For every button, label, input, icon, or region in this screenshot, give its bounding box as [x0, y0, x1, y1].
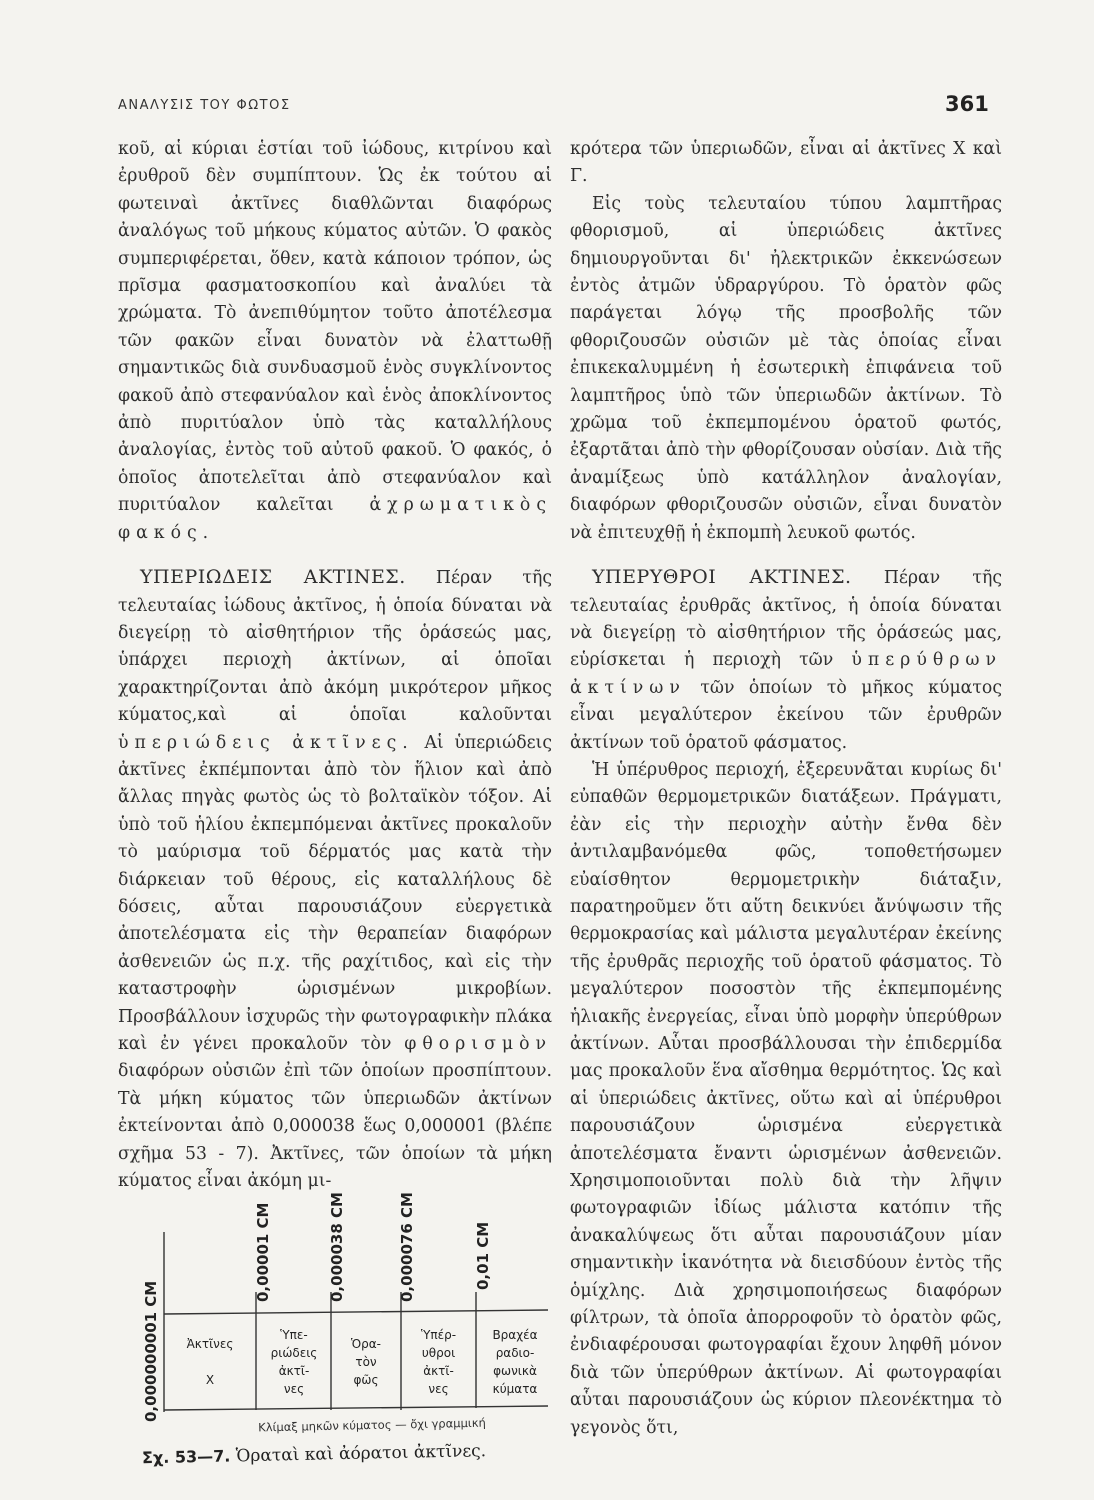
scale-label: Κλίμαξ μηκῶν κύματος — ὄχι γραμμική	[258, 1415, 486, 1435]
paragraph: Εἰς τοὺς τελευταίου τύπου λαμπτῆρας φθορισμοῦ, αἱ ὑπεριώδεις ἀκτῖνες δημιουργοῦνται δι' ἠλεκτρικῶν ἐκκενώσεων ἐντὸς ἀτμῶν ὑδραργύρου. Τὸ ὁρατὸν φῶς παράγεται λόγῳ τῆς προσβολῆς τῶν φθοριζουσῶν οὐσιῶν μὲ τὰς ὁποίας εἶναι ἐπικεκαλυμμένη ἡ ἐσωτερικὴ ἐπιφάνεια τοῦ λαμπτῆρος ὑπὸ τῶν ὑπεριωδῶν ἀκτίνων. Τὸ χρῶμα τοῦ ἐκπεμπομένου ὁρατοῦ φωτός, ἐξαρτᾶται ἀπὸ τὴν φθορίζουσαν οὐσίαν. Διὰ τῆς ἀναμίξεως ὑπὸ κατάλληλον ἀναλογίαν, διαφόρων φθοριζουσῶν οὐσιῶν, εἶναι δυνατὸν νὰ ἐπιτευχθῇ ἡ ἐκπομπὴ λευκοῦ φωτός.	[570, 193, 1002, 543]
right-column	[570, 136, 1002, 1442]
paragraph: Ἡ ὑπέρυθρος περιοχή, ἐξερευνᾶται κυρίως δι' εὐπαθῶν θερμομετρικῶν διατάξεων. Πράγματι, ἐὰν εἰς τὴν περιοχὴν αὐτὴν ἔνθα δὲν ἀντιλαμβανόμεθα φῶς, τοποθετήσωμεν εὐαίσθητον θερμομετρικὴν διάταξιν, παρατηροῦμεν ὅτι αὕτη δεικνύει ἄνύψωσιν τῆς θερμοκρασίας καὶ μάλιστα μεγαλυτέραν ἐκείνης τῆς ἐρυθρᾶς περιοχῆς τοῦ ὁρατοῦ φάσματος. Τὸ μεγαλύτερον ποσοστὸν τῆς ἐκπεμπομένης ἡλιακῆς ἐνεργείας, εἶναι ὑπὸ μορφὴν ὑπερύθρων ἀκτίνων. Αὗται προσβάλλουσαι τὴν ἐπιδερμίδα μας προκαλοῦν ἕνα αἴσθημα θερμότητος. Ὡς καὶ αἱ ὑπεριώδεις ἀκτῖνες, οὕτω καὶ αἱ ὑπέρυθροι παρουσιάζουν ὡρισμένα εὐεργετικὰ ἀποτελέσματα ἔναντι ὡρισμένων ἀσθενειῶν. Χρησιμοποιοῦνται πολὺ διὰ τὴν λῆψιν φωτογραφιῶν ἰδίως μάλιστα κατόπιν τῆς ἀνακαλύψεως ὅτι αὗται παρουσιάζουν μίαν σημαντικὴν ἱκανότητα νὰ διεισδύουν ἐντὸς τῆς ὁμίχλης. Διὰ χρησιμοποιήσεως διαφόρων φίλτρων, τὰ ὁποῖα ἀπορροφοῦν τὸ ὁρατὸν φῶς, ἐνδιαφέρουσαι φωτογραφίαι ἔχουν ληφθῆ μόνον διὰ τῶν ὑπερύθρων ἀκτίνων. Αἱ φωτογραφίαι αὗται παρουσιάζουν ὡς κύριον πλεονέκτημα τὸ γεγονὸς ὅτι,	[570, 759, 1002, 1438]
band-radio: Βραχέα ραδιο- φωνικὰ κύματα	[492, 1328, 538, 1396]
band-ultraviolet: Ὑπε- ριώδεις ἀκτῖ- νες	[270, 1328, 318, 1396]
caption-number: Σχ. 53—7.	[141, 1446, 231, 1468]
running-head: ΑΝΑΛΥΣΙΣ ΤΟΥ ΦΩΤΟΣ	[118, 98, 291, 113]
band-visible: Ὁρα- τὸν φῶς	[350, 1337, 382, 1387]
spaced-term: ὑπερύθρων ἀκτίνων	[570, 650, 1002, 698]
section-heading-ultraviolet: ΥΠΕΡΙΩΔΕΙΣ ΑΚΤΙΝΕΣ.	[140, 566, 406, 589]
paragraph: κοῦ, αἱ κύριαι ἑστίαι τοῦ ἰώδους, κιτρίνου καὶ ἐρυθροῦ δὲν συμπίπτουν. Ὡς ἐκ τούτου αἱ φωτειναὶ ἀκτῖνες διαθλῶνται διαφόρως ἀναλόγως τοῦ μήκους κύματος αὐτῶν. Ὁ φακὸς συμπεριφέρεται, ὅθεν, κατὰ κάποιον τρόπον, ὡς πρῖσμα φασματοσκοπίου καὶ ἀναλύει τὰ χρώματα. Τὸ ἀνεπιθύμητον τοῦτο ἀποτέλεσμα τῶν φακῶν εἶναι δυνατὸν νὰ ἐλαττωθῇ σημαντικῶς διὰ συνδυασμοῦ ἑνὸς συγκλίνοντος φακοῦ ἀπὸ στεφανύαλον καὶ ἑνὸς ἀποκλίνοντος ἀπὸ πυριτύαλον ὑπὸ τὰς καταλλήλους ἀναλογίας, ἐντὸς τοῦ αὐτοῦ φακοῦ. Ὁ φακός, ὁ ὁποῖος ἀποτελεῖται ἀπὸ στεφανύαλον καὶ πυριτύαλον καλεῖται ἀχρωματικὸς φακός.	[118, 139, 552, 543]
spaced-term: ἀχρωματικὸς φακός.	[118, 495, 552, 543]
left-column	[118, 136, 552, 1195]
wavelength-mark: 0,000038 CM	[328, 1192, 346, 1302]
spaced-term: φθορισμὸν	[404, 1034, 552, 1054]
band-x-rays: Ἀκτῖνες Χ	[186, 1337, 234, 1387]
wavelength-mark: 0,00001 CM	[254, 1202, 272, 1302]
figure-wavelength-scale	[136, 1192, 556, 1472]
wavelength-mark: 0,01 CM	[474, 1221, 492, 1290]
spaced-term: ὑπεριώδεις ἀκτῖνες.	[118, 732, 414, 753]
paragraph: κρότερα τῶν ὑπεριωδῶν, εἶναι αἱ ἀκτῖνες Χ καὶ Γ.	[570, 139, 1002, 187]
wavelength-mark: 0,000076 CM	[398, 1192, 416, 1302]
wavelength-mark: 0,000000001 CM	[142, 1280, 160, 1422]
caption-text: Ὁραταὶ καὶ ἀόρατοι ἀκτῖνες.	[235, 1441, 487, 1467]
paragraph: ΥΠΕΡΙΩΔΕΙΣ ΑΚΤΙΝΕΣ. Πέραν τῆς τελευταίας ἰώδους ἀκτῖνος, ἡ ὁποία δύναται νὰ διεγείρῃ τὸ αἰσθητήριον τῆς ὁράσεώς μας, ὑπάρχει περιοχὴ ἀκτίνων, αἱ ὁποῖαι χαρακτηρίζονται ἀπὸ ἀκόμη μικρότερον μῆκος κύματος,καὶ αἱ ὁποῖαι καλοῦνται ὑπεριώδεις ἀκτῖνες. Αἱ ὑπεριώδεις ἀκτῖνες ἐκπέμπονται ἀπὸ τὸν ἥλιον καὶ ἀπὸ ἄλλας πηγὰς φωτὸς ὡς τὸ βολταϊκὸν τόξον. Αἱ ὑπὸ τοῦ ἡλίου ἐκπεμπόμεναι ἀκτῖνες προκαλοῦν τὸ μαύρισμα τοῦ δέρματός μας κατὰ τὴν διάρκειαν τοῦ θέρους, εἰς καταλλήλους δὲ δόσεις, αὗται παρουσιάζουν εὐεργετικὰ ἀποτελέσματα εἰς τὴν θεραπείαν διαφόρων ἀσθενειῶν ὡς π.χ. τῆς ραχίτιδος, καὶ εἰς τὴν καταστροφὴν ὡρισμένων μικροβίων. Προσβάλλουν ἰσχυρῶς τὴν φωτογραφικὴν πλάκα καὶ ἐν γένει προκαλοῦν τὸν φθορισμὸν διαφόρων οὐσιῶν ἐπὶ τῶν ὁποίων προσπίπτουν. Τὰ μήκη κύματος τῶν ὑπεριωδῶν ἀκτίνων ἐκτείνονται ἀπὸ 0,000038 ἕως 0,000001 (βλέπε σχῆμα 53 - 7). Ἀκτῖνες, τῶν ὁποίων τὰ μήκη κύματος εἶναι ἀκόμη μι-	[118, 566, 553, 1192]
figure-caption	[142, 1440, 552, 1469]
page-number: 361	[945, 92, 989, 116]
section-heading-infrared: ΥΠΕΡΥΘΡΟΙ ΑΚΤΙΝΕΣ.	[592, 566, 852, 589]
band-infrared: Ὑπέρ- υθροι ἀκτῖ- νες	[420, 1328, 457, 1396]
paragraph: ΥΠΕΡΥΘΡΟΙ ΑΚΤΙΝΕΣ. Πέραν τῆς τελευταίας ἐρυθρᾶς ἀκτῖνος, ἡ ὁποία δύναται νὰ διεγείρῃ τὸ αἰσθητήριον τῆς ὁράσεώς μας, εὑρίσκεται ἡ περιοχὴ τῶν ὑπερύθρων ἀκτίνων τῶν ὁποίων τὸ μῆκος κύματος εἶναι μεγαλύτερον ἐκείνου τῶν ἐρυθρῶν ἀκτίνων τοῦ ὁρατοῦ φάσματος.	[570, 566, 1003, 753]
